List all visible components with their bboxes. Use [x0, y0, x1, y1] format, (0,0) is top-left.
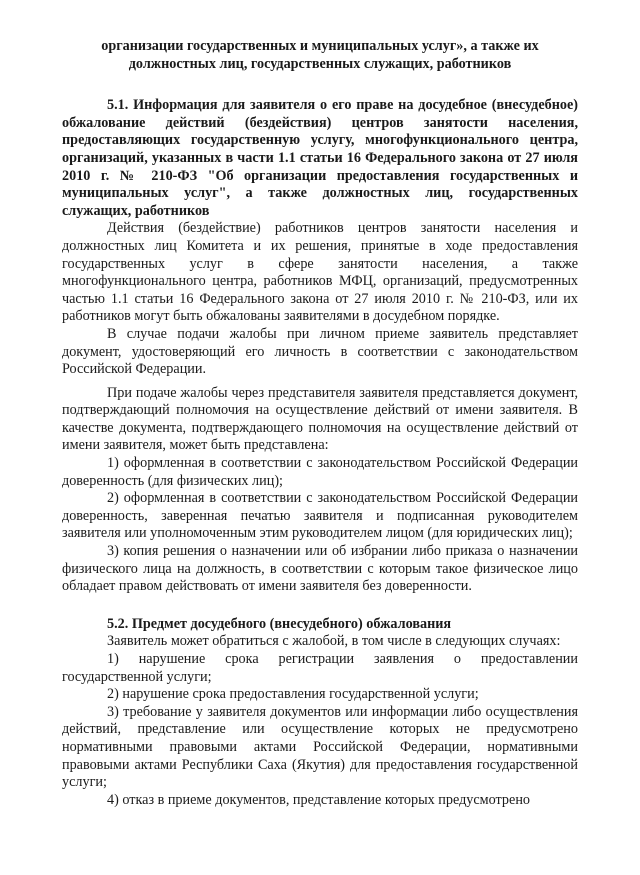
paragraph: В случае подачи жалобы при личном приеме заявитель представляет документ, удостоверяющий его личность в соответствии с законодательством Российской Федерации.	[62, 325, 578, 378]
list-item: 3) копия решения о назначении или об избрании либо приказа о назначении физического лица на должность, в соответствии с которым такое физическое лицо обладает правом действовать от имени заявителя без доверенности.	[62, 543, 578, 595]
list-item: 3) требование у заявителя документов или информации либо осуществления действий, представление или осуществление которых не предусмотрено нормативными правовыми актами Российской Федерации, нормативными правовыми актами Республики Саха (Якутия) для предоставления государственной услуги;	[62, 703, 578, 791]
list-item: 2) оформленная в соответствии с законодательством Российской Федерации доверенность, заверенная печатью заявителя и подписанная руководителем заявителя или уполномоченным этим руководителем лицом (для юридических лиц);	[62, 490, 578, 542]
list-item: 2) нарушение срока предоставления государственной услуги;	[107, 686, 479, 703]
list-item: 4) отказ в приеме документов, представление которых предусмотрено	[107, 791, 531, 808]
list-item: 1) нарушение срока регистрации заявления о предоставлении государственной услуги;	[62, 651, 578, 685]
document-body	[62, 38, 578, 809]
document-title: организации государственных и муниципальных услуг», а также их должностных лиц, государственных служащих, работников	[101, 38, 539, 72]
section-heading-5-1: 5.1. Информация для заявителя о его праве на досудебное (внесудебное) обжалование действий (бездействия) центров занятости населения, предоставляющих государственную услугу, многофункционального центра, организаций, указанных в части 1.1 статьи 16 Федерального закона от 27 июля 2010 г. № 210-ФЗ "Об организации предоставления государственных и муниципальных услуг", а также должностных лиц, государственных служащих, работников	[62, 97, 578, 219]
paragraph: Действия (бездействие) работников центров занятости населения и должностных лиц Комитета и их решения, принятые в ходе предоставления государственных услуг в сфере занятости населения, а также многофункционального центра, работников МФЦ, организаций, предусмотренных частью 1.1 статьи 16 Федерального закона от 27 июля 2010 г. № 210-ФЗ, или их работников могут быть обжалованы заявителями в досудебном порядке.	[62, 220, 578, 325]
list-item: 1) оформленная в соответствии с законодательством Российской Федерации доверенность (для физических лиц);	[62, 455, 578, 489]
paragraph: При подаче жалобы через представителя заявителя представляется документ, подтверждающий полномочия на осуществление действий от имени заявителя. В качестве документа, подтверждающего полномочия на осуществление действий от имени заявителя, может быть представлена:	[62, 384, 578, 454]
section-heading-5-2: 5.2. Предмет досудебного (внесудебного) обжалования	[107, 615, 452, 632]
paragraph: Заявитель может обратиться с жалобой, в том числе в следующих случаях:	[107, 633, 561, 650]
